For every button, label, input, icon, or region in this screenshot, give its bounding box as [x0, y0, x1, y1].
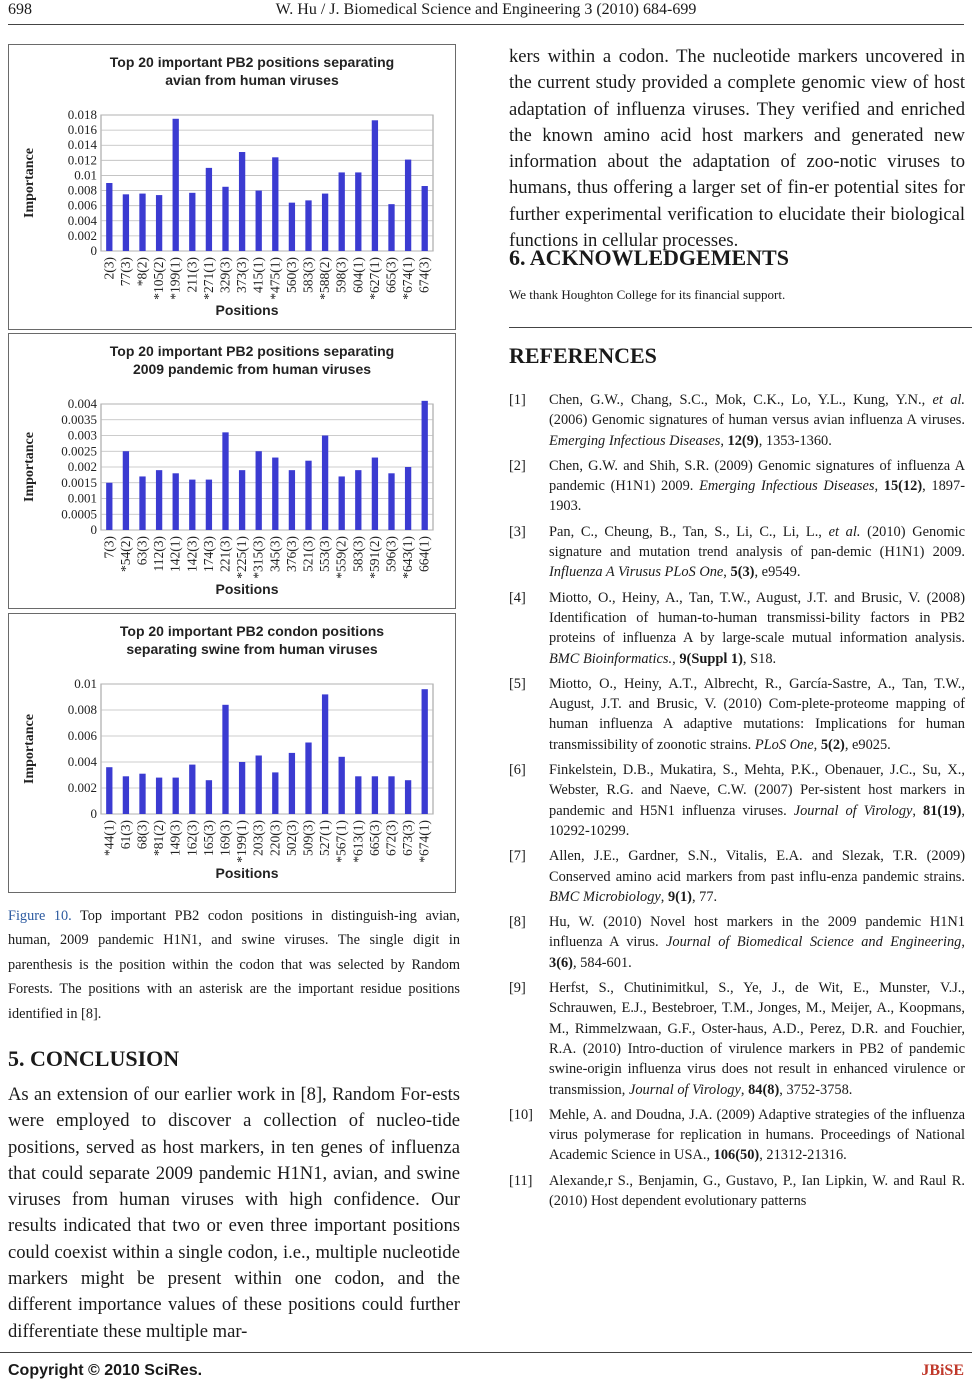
reference-authors-title: Chen, G.W., Chang, S.C., Mok, C.K., Lo, Y.L., Kung, Y.N.,: [549, 392, 933, 408]
figure-caption: [8, 904, 460, 1026]
bar: [339, 172, 345, 251]
page-header: [0, 0, 972, 26]
bar: [422, 401, 428, 530]
x-tick-label: 220(3): [267, 820, 283, 856]
reference-authors-title: Pan, C., Cheung, B., Tan, S., Li, C., Li, L.,: [549, 523, 829, 540]
x-tick-label: 77(3): [117, 257, 133, 287]
x-tick-label: 373(3): [234, 257, 250, 293]
bar: [139, 774, 145, 814]
reference-journal: BMC Microbiology: [549, 888, 661, 905]
x-tick-label: 345(3): [267, 536, 283, 572]
bar: [339, 476, 345, 530]
bar: [372, 776, 378, 814]
chart-title-line: 2009 pandemic from human viruses: [132, 361, 372, 377]
x-tick-label: 604(1): [350, 257, 366, 293]
reference-item: [509, 456, 965, 517]
y-tick-label: 0.0025: [61, 443, 97, 459]
y-tick-label: 0.0035: [61, 411, 97, 427]
reference-number: [4]: [509, 589, 526, 606]
x-axis-label: Positions: [215, 865, 279, 881]
bar: [305, 743, 311, 815]
journal-abbrev: JBiSE: [921, 1362, 964, 1379]
bar: [123, 776, 129, 814]
x-tick-label: *613(1): [350, 820, 366, 863]
y-tick-label: 0.004: [67, 212, 97, 228]
reference-separator: ,: [874, 478, 884, 495]
bar: [372, 120, 378, 251]
x-tick-label: *674(1): [416, 820, 432, 863]
x-tick-label: 509(3): [300, 820, 316, 856]
bar: [388, 204, 394, 251]
acknowledgements-text: We thank Houghton College for its financial support.: [509, 287, 786, 302]
bar: [388, 776, 394, 814]
reference-item: [509, 588, 965, 669]
reference-number: [2]: [509, 457, 526, 474]
y-axis-label: Importance: [22, 148, 37, 218]
bar: [173, 778, 179, 814]
bar: [189, 193, 195, 251]
bar: [405, 467, 411, 530]
chart-svg: [9, 45, 455, 329]
x-tick-label: 502(3): [283, 820, 299, 856]
x-tick-label: *54(2): [117, 536, 133, 572]
bar: [289, 203, 295, 251]
x-tick-label: *643(1): [400, 536, 416, 579]
reference-separator: ,: [660, 888, 668, 905]
bar: [206, 780, 212, 814]
x-tick-label: 174(3): [200, 536, 216, 572]
reference-item: [509, 390, 965, 451]
bar: [239, 762, 245, 814]
reference-etal: et al.: [932, 392, 965, 408]
x-tick-label: *591(2): [366, 536, 382, 579]
reference-separator: ,: [912, 802, 923, 819]
bar: [239, 152, 245, 251]
bar: [256, 191, 262, 251]
y-tick-label: 0.016: [67, 122, 97, 138]
x-tick-label: 61(3): [117, 820, 133, 850]
plot-area: [101, 115, 433, 251]
x-tick-label: 560(3): [283, 257, 299, 293]
conclusion-continued-text: kers within a codon. The nucleotide markers uncovered in the current study provided a complete genomic view of host adaptation of influenza viruses. They verified and enriched the known amino acid host markers and generated new information about the adaptation of zoo-notic viruses to humans, thus offering a larger set of fin-er potential sites for further experimental verification to elucidate their biological functions in cellular processes.: [509, 46, 965, 252]
page-footer: [0, 1352, 972, 1385]
x-tick-label: 203(3): [250, 820, 266, 856]
x-tick-label: 211(3): [184, 257, 200, 293]
bar: [355, 776, 361, 814]
reference-journal: Influenza A Virusus PLoS One: [549, 564, 724, 581]
y-tick-label: 0.002: [67, 459, 97, 474]
x-tick-label: 665(3): [366, 820, 382, 856]
reference-volume: 9(Suppl 1): [679, 650, 743, 667]
x-tick-label: 674(3): [416, 257, 432, 293]
x-tick-label: 598(3): [333, 257, 349, 293]
chart-title-line: separating swine from human viruses: [126, 641, 378, 657]
bar: [289, 470, 295, 530]
reference-list: [509, 390, 965, 1216]
reference-volume: 84(8): [748, 1081, 780, 1098]
bar: [206, 480, 212, 530]
y-tick-label: 0.014: [67, 137, 97, 153]
figure-caption-text: Top important PB2 codon positions in distinguish-ing avian, human, 2009 pandemic H1N1, and swine viruses. The single digit in parenthesis is the position within the codon that was selected by Random Forests. The positions with an asterisk are the important residue positions identified in [8].: [8, 908, 460, 1022]
y-tick-label: 0: [90, 243, 97, 258]
reference-volume: 15(12): [883, 478, 923, 495]
bar: [222, 705, 228, 814]
x-tick-label: 165(3): [200, 820, 216, 856]
reference-item: [509, 522, 965, 583]
x-tick-label: *199(1): [167, 257, 183, 300]
y-tick-label: 0.0015: [61, 474, 97, 490]
reference-authors-title: Miotto, O., Heiny, A.T., Albrecht, R., García-Sastre, A., Tan, T.W., August, J.T. and Brusic, V. (2010) Com-plete-proteome mapping of human influenza A adaptive mutations: Implications for human transmissibility of zoonotic strains.: [549, 675, 965, 753]
bar: [189, 765, 195, 814]
y-tick-label: 0.006: [67, 728, 97, 743]
figure-avian-chart: [8, 44, 456, 330]
reference-authors-title: Mehle, A. and Doudna, J.A. (2009) Adaptive strategies of the influenza virus polymerase for replication in humans. Proceedings of National Academic Science in USA.,: [549, 1106, 965, 1164]
reference-item: [509, 978, 965, 1100]
bar: [139, 194, 145, 251]
x-tick-label: 583(3): [300, 257, 316, 293]
bar: [156, 195, 162, 251]
y-tick-label: 0.002: [67, 780, 97, 795]
bar: [388, 473, 394, 530]
bar: [106, 483, 112, 530]
reference-journal: Journal of Virology: [628, 1081, 741, 1098]
y-tick-label: 0.008: [67, 702, 97, 717]
reference-number: [1]: [509, 392, 526, 408]
x-tick-label: 7(3): [101, 536, 117, 559]
reference-separator: ,: [672, 650, 680, 667]
y-tick-label: 0.004: [67, 396, 97, 411]
figure-swine-chart: [8, 613, 456, 893]
reference-authors-title: Allen, J.E., Gardner, S.N., Vitalis, E.A. and Slezak, T.R. (2009) Conserved amino acid markers from past influ-enza pandemic strains.: [549, 848, 965, 885]
y-tick-label: 0.01: [74, 167, 97, 183]
x-tick-label: 553(3): [317, 536, 333, 572]
y-tick-label: 0.006: [67, 197, 97, 213]
reference-pages: , e9025.: [844, 736, 891, 753]
bar: [322, 694, 328, 814]
reference-item: [509, 1171, 965, 1212]
reference-title: (2010) Genomic signature and mutation trend analysis of pan-demic (H1N1) 2009.: [549, 523, 965, 561]
x-tick-label: 664(1): [416, 536, 432, 572]
x-tick-label: *674(1): [400, 257, 416, 300]
reference-number: [11]: [509, 1172, 533, 1189]
bar: [355, 172, 361, 251]
x-tick-label: 142(1): [167, 536, 183, 572]
chart-title-line: Top 20 important PB2 condon positions: [119, 623, 385, 639]
x-tick-label: 142(3): [184, 536, 200, 572]
bar: [106, 767, 112, 814]
x-axis-label: Positions: [215, 581, 279, 597]
x-tick-label: 162(3): [184, 820, 200, 856]
plot-area: [101, 684, 433, 814]
x-tick-label: *81(2): [151, 820, 167, 856]
reference-item: [509, 674, 965, 755]
x-tick-label: *588(2): [317, 257, 333, 300]
figure-pandemic-chart: [8, 333, 456, 609]
reference-journal: Journal of Virology: [793, 802, 913, 819]
x-tick-label: 527(1): [317, 820, 333, 856]
reference-item: [509, 846, 965, 907]
chart-title-line: Top 20 important PB2 positions separating: [109, 343, 395, 359]
bar: [173, 473, 179, 530]
reference-volume: 9(1): [667, 888, 692, 905]
bar: [123, 451, 129, 530]
conclusion-heading: 5. CONCLUSION: [8, 1046, 180, 1071]
references-heading: REFERENCES: [509, 343, 657, 368]
bar: [372, 458, 378, 530]
bar: [272, 772, 278, 814]
reference-authors-title: Chen, G.W. and Shih, S.R. (2009) Genomic signatures of influenza A pandemic (H1N1) 2009.: [549, 457, 965, 495]
bar: [139, 476, 145, 530]
reference-title: (2006) Genomic signatures of human versus avian influenza A viruses.: [549, 412, 965, 429]
reference-number: [10]: [509, 1106, 533, 1123]
section-rule: [509, 327, 972, 328]
reference-authors-title: Alexande,r S., Benjamin, G., Gustavo, P., Ian Lipkin, W. and Raul R. (2010) Host dependent evolutionary patterns: [549, 1172, 965, 1209]
x-tick-label: 415(1): [250, 257, 266, 293]
bar: [123, 194, 129, 251]
bar: [405, 780, 411, 814]
bar: [422, 689, 428, 814]
x-tick-label: *225(1): [234, 536, 250, 579]
reference-number: [6]: [509, 762, 526, 779]
reference-authors-title: Hu, W. (2010) Novel host markers in the 2009 pandemic H1N1 influenza A virus.: [549, 914, 965, 951]
bar: [305, 461, 311, 530]
x-tick-label: 169(3): [217, 820, 233, 856]
bar: [156, 778, 162, 814]
reference-pages: , 21312-21316.: [759, 1147, 847, 1164]
bar: [322, 194, 328, 251]
bar: [305, 200, 311, 251]
reference-volume: 81(19): [923, 802, 962, 819]
y-tick-label: 0.008: [67, 182, 97, 198]
bar: [222, 187, 228, 251]
y-axis-label: Importance: [22, 432, 37, 502]
bar: [206, 168, 212, 251]
bar: [189, 480, 195, 530]
reference-journal: PLoS One: [754, 736, 814, 753]
bar: [272, 157, 278, 251]
bar: [256, 756, 262, 815]
x-tick-label: *315(3): [250, 536, 266, 579]
reference-journal: Journal of Biomedical Science and Engineering: [666, 934, 962, 951]
reference-authors-title: Miotto, O., Heiny, A., Tan, T.W., August, J.T. and Brusic, V. (2008) Identification of human-to-human transmissi-bility factors in PB2 proteins of influenza A by large-scale mutual information analysis.: [549, 589, 965, 647]
x-tick-label: 376(3): [283, 536, 299, 572]
y-tick-label: 0.018: [67, 107, 97, 122]
x-tick-label: *8(2): [134, 257, 150, 287]
reference-number: [5]: [509, 675, 526, 692]
bar: [289, 753, 295, 814]
reference-separator: ,: [740, 1081, 749, 1098]
x-tick-label: 63(3): [134, 536, 150, 566]
header-rule: [8, 24, 964, 25]
x-tick-label: 149(3): [167, 820, 183, 856]
chart-title-line: avian from human viruses: [165, 72, 339, 88]
y-tick-label: 0.004: [67, 754, 97, 769]
reference-separator: ,: [723, 564, 731, 581]
reference-item: [509, 1105, 965, 1166]
reference-item: [509, 912, 965, 973]
reference-number: [8]: [509, 914, 526, 931]
bar: [405, 160, 411, 251]
reference-pages: , 10292-10299.: [549, 802, 965, 839]
reference-pages: , e9549.: [754, 564, 801, 581]
x-tick-label: *105(2): [151, 257, 167, 300]
x-tick-label: 665(3): [383, 257, 399, 293]
bar: [355, 470, 361, 530]
y-tick-label: 0.0005: [61, 506, 97, 522]
bar: [239, 470, 245, 530]
reference-etal: et al.: [828, 523, 861, 540]
reference-number: [9]: [509, 980, 526, 997]
reference-pages: , 584-601.: [572, 954, 632, 971]
bar: [256, 451, 262, 530]
figure-label: Figure 10.: [8, 908, 72, 924]
y-tick-label: 0: [90, 806, 97, 821]
copyright: Copyright © 2010 SciRes.: [8, 1362, 203, 1379]
footer-rule: [0, 1352, 972, 1353]
reference-pages: , 3752-3758.: [779, 1081, 853, 1098]
reference-volume: 106(50): [713, 1147, 760, 1164]
reference-volume: 12(9): [727, 432, 759, 449]
x-tick-label: *627(1): [366, 257, 382, 300]
reference-separator: ,: [813, 736, 821, 753]
x-tick-label: 112(3): [151, 536, 167, 572]
reference-number: [7]: [509, 848, 526, 865]
chart-svg: [9, 334, 455, 608]
reference-volume: 3(6): [549, 954, 573, 971]
y-axis-label: Importance: [22, 714, 37, 784]
x-tick-label: *271(1): [200, 257, 216, 300]
x-tick-label: 2(3): [101, 257, 117, 280]
bar: [422, 186, 428, 251]
conclusion-text: As an extension of our earlier work in [8], Random For-ests were employed to discover a collection of nucleo-tide positions, served as host markers, in ten genes of influenza that could separate 2009 pandemic H1N1, avian, and swine viruses from human viruses with high confidence. Our results indicated that two or even three important positions could coexist within a single codon, i.e., multiple nucleotide markers might be present within one codon, and the different importance values of these positions could further differentiate these multiple mar-: [8, 1084, 460, 1342]
reference-authors-title: Finkelstein, D.B., Mukatira, S., Mehta, P.K., Obenauer, J.C., Su, X., Webster, R.G. and Naeve, C.W. (2007) Per-sistent host markers in pandemic and H5N1 influenza viruses.: [549, 762, 965, 819]
bar: [156, 470, 162, 530]
x-tick-label: 583(3): [350, 536, 366, 572]
y-tick-label: 0.001: [67, 490, 97, 506]
y-tick-label: 0.01: [74, 676, 97, 691]
y-tick-label: 0.012: [67, 152, 97, 168]
reference-item: [509, 760, 965, 841]
x-tick-label: 68(3): [134, 820, 150, 850]
x-axis-label: Positions: [215, 302, 279, 318]
bar: [106, 183, 112, 251]
x-tick-label: *44(1): [101, 820, 117, 856]
bar: [339, 757, 345, 814]
chart-svg: [9, 614, 455, 892]
y-tick-label: 0.002: [67, 227, 97, 243]
reference-journal: Emerging Infectious Diseases: [699, 478, 875, 495]
reference-pages: , 77.: [691, 888, 718, 905]
x-tick-label: *199(1): [234, 820, 250, 863]
reference-volume: 5(3): [730, 564, 755, 581]
reference-authors-title: Herfst, S., Chutinimitkul, S., Ye, J., de Wit, E., Munster, V.J., Schrauwen, E.J., Bestebroer, T.M., Jonges, M., Meijer, A., Koopmans, M., Rimmelzwaan, G.F., Oster-haus, A.D., Perez, D.R. and Fouchier, R.A. (2010) Intro-duction of virulence markers in PB2 of pandemic swine-origin influenza virus does not result in enhanced virulence or transmission,: [549, 980, 965, 1098]
reference-journal: BMC Bioinformatics.: [549, 650, 673, 667]
x-tick-label: 329(3): [217, 257, 233, 293]
x-tick-label: 521(3): [300, 536, 316, 572]
x-tick-label: 673(3): [400, 820, 416, 856]
chart-title-line: Top 20 important PB2 positions separating: [109, 54, 395, 70]
reference-separator: ,: [720, 432, 728, 449]
reference-pages: , 1353-1360.: [758, 432, 832, 449]
bar: [322, 436, 328, 531]
x-tick-label: 596(3): [383, 536, 399, 572]
page-number: 698: [8, 1, 32, 18]
acknowledgements-heading: 6. ACKNOWLEDGEMENTS: [509, 245, 789, 270]
reference-separator: ,: [961, 934, 965, 951]
bar: [272, 458, 278, 530]
x-tick-label: *567(1): [333, 820, 349, 863]
bar: [222, 432, 228, 530]
reference-pages: , 1897-1903.: [549, 478, 965, 515]
bar: [173, 119, 179, 251]
reference-pages: , S18.: [742, 650, 777, 667]
x-tick-label: *559(2): [333, 536, 349, 579]
x-tick-label: 221(3): [217, 536, 233, 572]
reference-volume: 5(2): [820, 736, 845, 753]
reference-journal: Emerging Infectious Diseases: [549, 432, 721, 449]
y-tick-label: 0: [90, 522, 97, 537]
y-tick-label: 0.003: [67, 427, 97, 443]
reference-number: [3]: [509, 523, 526, 540]
x-tick-label: *475(1): [267, 257, 283, 300]
running-title: W. Hu / J. Biomedical Science and Engineering 3 (2010) 684-699: [275, 1, 697, 18]
x-tick-label: 672(3): [383, 820, 399, 856]
